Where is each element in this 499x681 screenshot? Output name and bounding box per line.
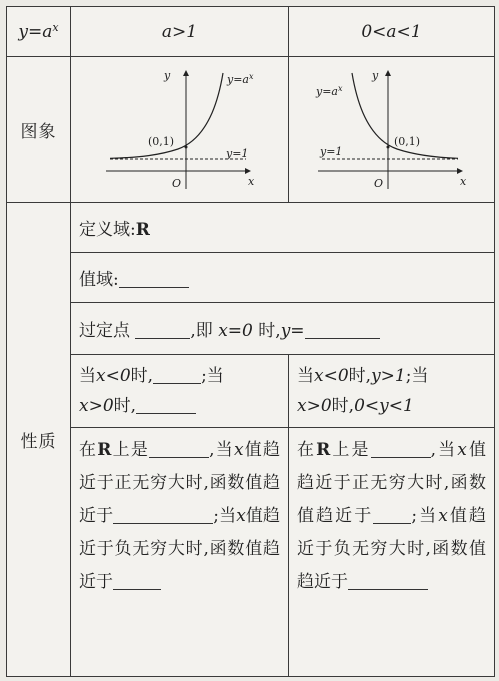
fixed-point-dot [386, 145, 389, 148]
fixed-point-dot [184, 145, 187, 148]
properties-row-label: 性质 [7, 203, 71, 677]
domain-value: R [135, 220, 150, 240]
sign-left-blank-2[interactable] [136, 395, 196, 414]
asymptote-label: y=1 [319, 144, 342, 158]
func-prefix: y=a [18, 22, 53, 42]
point-label: (0,1) [393, 134, 420, 148]
header-case-a-gt-1: a>1 [71, 7, 289, 57]
range-row [7, 253, 495, 303]
fixed-point-cell: 过定点 ,即 x=0 时,y= [71, 303, 495, 355]
graph-left-cell [71, 57, 289, 203]
mono-right-blank-1[interactable] [371, 439, 431, 458]
graph-row [7, 57, 495, 203]
fixed-point-blank[interactable] [135, 320, 190, 339]
sign-left-cell: 当x<0时, ;当 x>0时, [71, 355, 289, 428]
range-blank[interactable] [119, 269, 189, 288]
mono-left-blank-1[interactable] [149, 439, 209, 458]
mono-right-blank-3[interactable] [348, 571, 428, 590]
origin-label: O [373, 176, 383, 190]
sign-left-blank-1[interactable] [153, 365, 201, 384]
domain-prefix: 定义域: [79, 220, 136, 240]
mono-left-blank-2[interactable] [113, 505, 213, 524]
func-exponent: x [52, 21, 59, 34]
fixed-point-prefix: 过定点 [79, 321, 130, 341]
header-case-a-between: 0<a<1 [289, 7, 495, 57]
mono-right-cell: 在R上是 ,当x值趋近于正无穷大时,函数值趋近于 ;当x值趋近于负无穷大时,函数值趋近于 [289, 428, 495, 677]
curve-label: $y=a^x$ [226, 71, 254, 86]
origin-label: O [171, 176, 181, 190]
y-axis-label: y [163, 68, 170, 82]
monotonicity-row [7, 428, 495, 677]
domain-cell [71, 203, 495, 253]
domain-row [7, 203, 495, 253]
graph-decreasing [312, 65, 472, 195]
point-label: (0,1) [147, 134, 174, 148]
exponential-properties-table [6, 6, 495, 677]
fixed-point-row [7, 303, 495, 355]
x-axis-label: x [247, 174, 254, 188]
asymptote-label: y=1 [225, 146, 248, 160]
sign-right-cell: 当x<0时,y>1;当 x>0时,0<y<1 [289, 355, 495, 428]
fixed-point-y-blank[interactable] [305, 320, 380, 339]
mono-left-blank-3[interactable] [113, 571, 161, 590]
graph-row-label: 图象 [7, 57, 71, 203]
curve-label: $y=a^x$ [315, 83, 343, 98]
range-prefix: 值域: [79, 270, 119, 290]
x-axis-label: x [459, 174, 466, 188]
sign-row [7, 355, 495, 428]
graph-right-cell [289, 57, 495, 203]
mono-right-blank-2[interactable] [373, 505, 411, 524]
range-cell [71, 253, 495, 303]
header-function [7, 7, 71, 57]
header-row [7, 7, 495, 57]
graph-increasing [100, 65, 260, 195]
mono-left-cell: 在R上是 ,当x值趋近于正无穷大时,函数值趋近于 ;当x值趋近于负无穷大时,函数值趋近于 [71, 428, 289, 677]
y-axis-label: y [371, 68, 378, 82]
